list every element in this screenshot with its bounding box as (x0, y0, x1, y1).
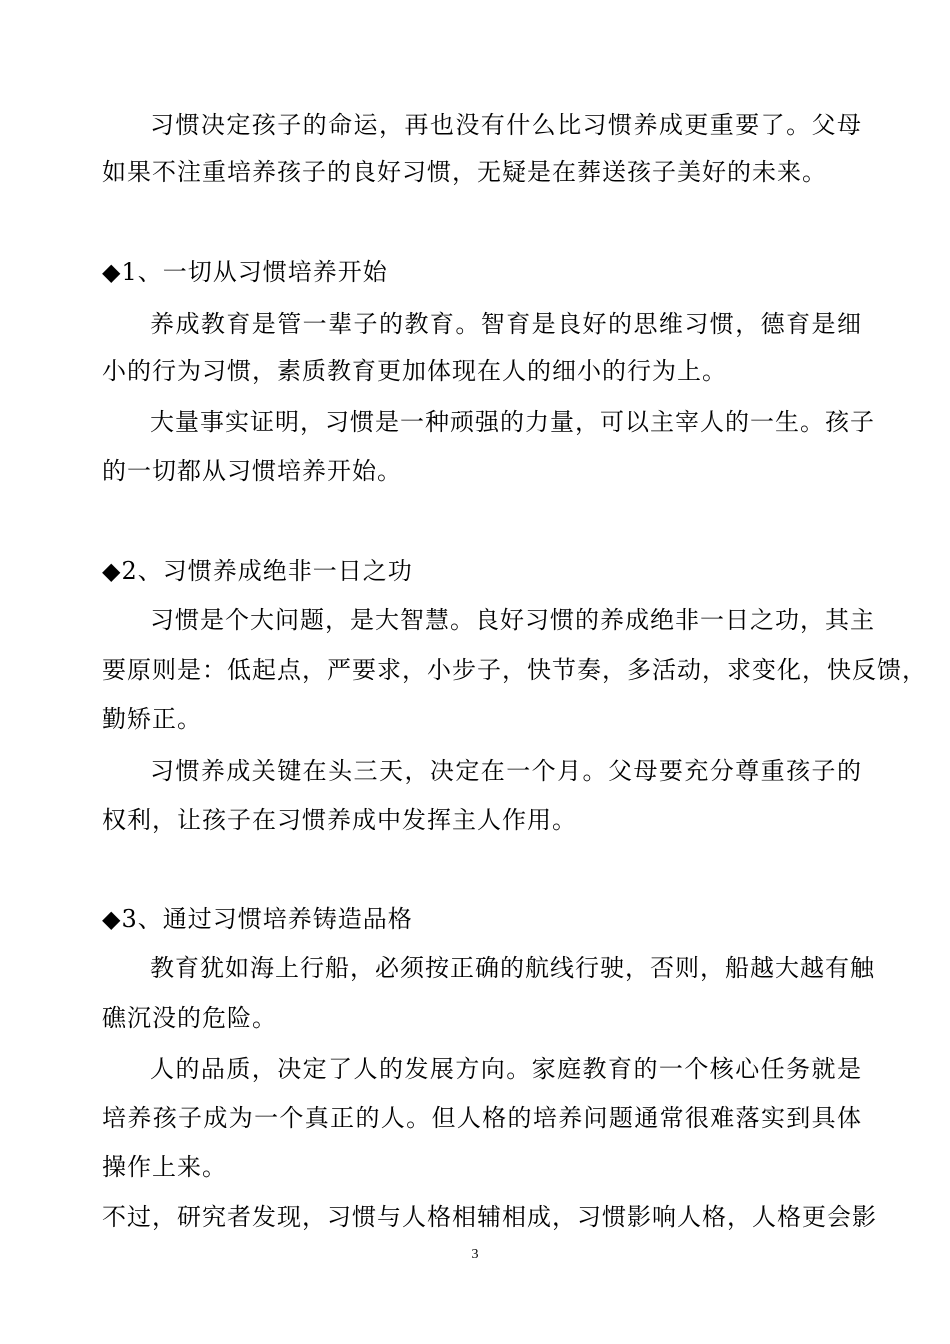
section-3-line-6: 不过，研究者发现，习惯与人格相辅相成，习惯影响人格，人格更会影 (102, 1203, 877, 1231)
section-3-heading: ◆3、通过习惯培养铸造品格 (102, 905, 413, 933)
section-2-heading: ◆2、习惯养成绝非一日之功 (102, 557, 413, 585)
section-1-line-3: 大量事实证明，习惯是一种顽强的力量，可以主宰人的一生。孩子 (150, 408, 875, 436)
section-3-line-5: 操作上来。 (102, 1153, 227, 1181)
section-3-line-3: 人的品质，决定了人的发展方向。家庭教育的一个核心任务就是 (150, 1055, 862, 1083)
page-number: 3 (471, 1247, 479, 1262)
section-2-line-5: 权利，让孩子在习惯养成中发挥主人作用。 (102, 806, 577, 834)
section-1-line-1: 养成教育是管一辈子的教育。智育是良好的思维习惯，德育是细 (150, 310, 862, 338)
section-2-line-3: 勤矫正。 (102, 705, 202, 733)
intro-line-2: 如果不注重培养孩子的良好习惯，无疑是在葬送孩子美好的未来。 (102, 158, 827, 186)
section-1-line-4: 的一切都从习惯培养开始。 (102, 457, 402, 485)
section-3-line-1: 教育犹如海上行船，必须按正确的航线行驶，否则，船越大越有触 (150, 954, 875, 982)
section-2-line-4: 习惯养成关键在头三天，决定在一个月。父母要充分尊重孩子的 (150, 757, 862, 785)
section-3-line-4: 培养孩子成为一个真正的人。但人格的培养问题通常很难落实到具体 (102, 1104, 862, 1132)
section-3-line-2: 礁沉没的危险。 (102, 1004, 277, 1032)
intro-line-1: 习惯决定孩子的命运，再也没有什么比习惯养成更重要了。父母 (150, 111, 862, 139)
section-1-heading: ◆1、一切从习惯培养开始 (102, 258, 388, 286)
section-2-line-2: 要原则是：低起点，严要求，小步子，快节奏，多活动，求变化，快反馈， (102, 656, 927, 684)
section-1-line-2: 小的行为习惯，素质教育更加体现在人的细小的行为上。 (102, 357, 727, 385)
section-2-line-1: 习惯是个大问题，是大智慧。良好习惯的养成绝非一日之功，其主 (150, 606, 875, 634)
